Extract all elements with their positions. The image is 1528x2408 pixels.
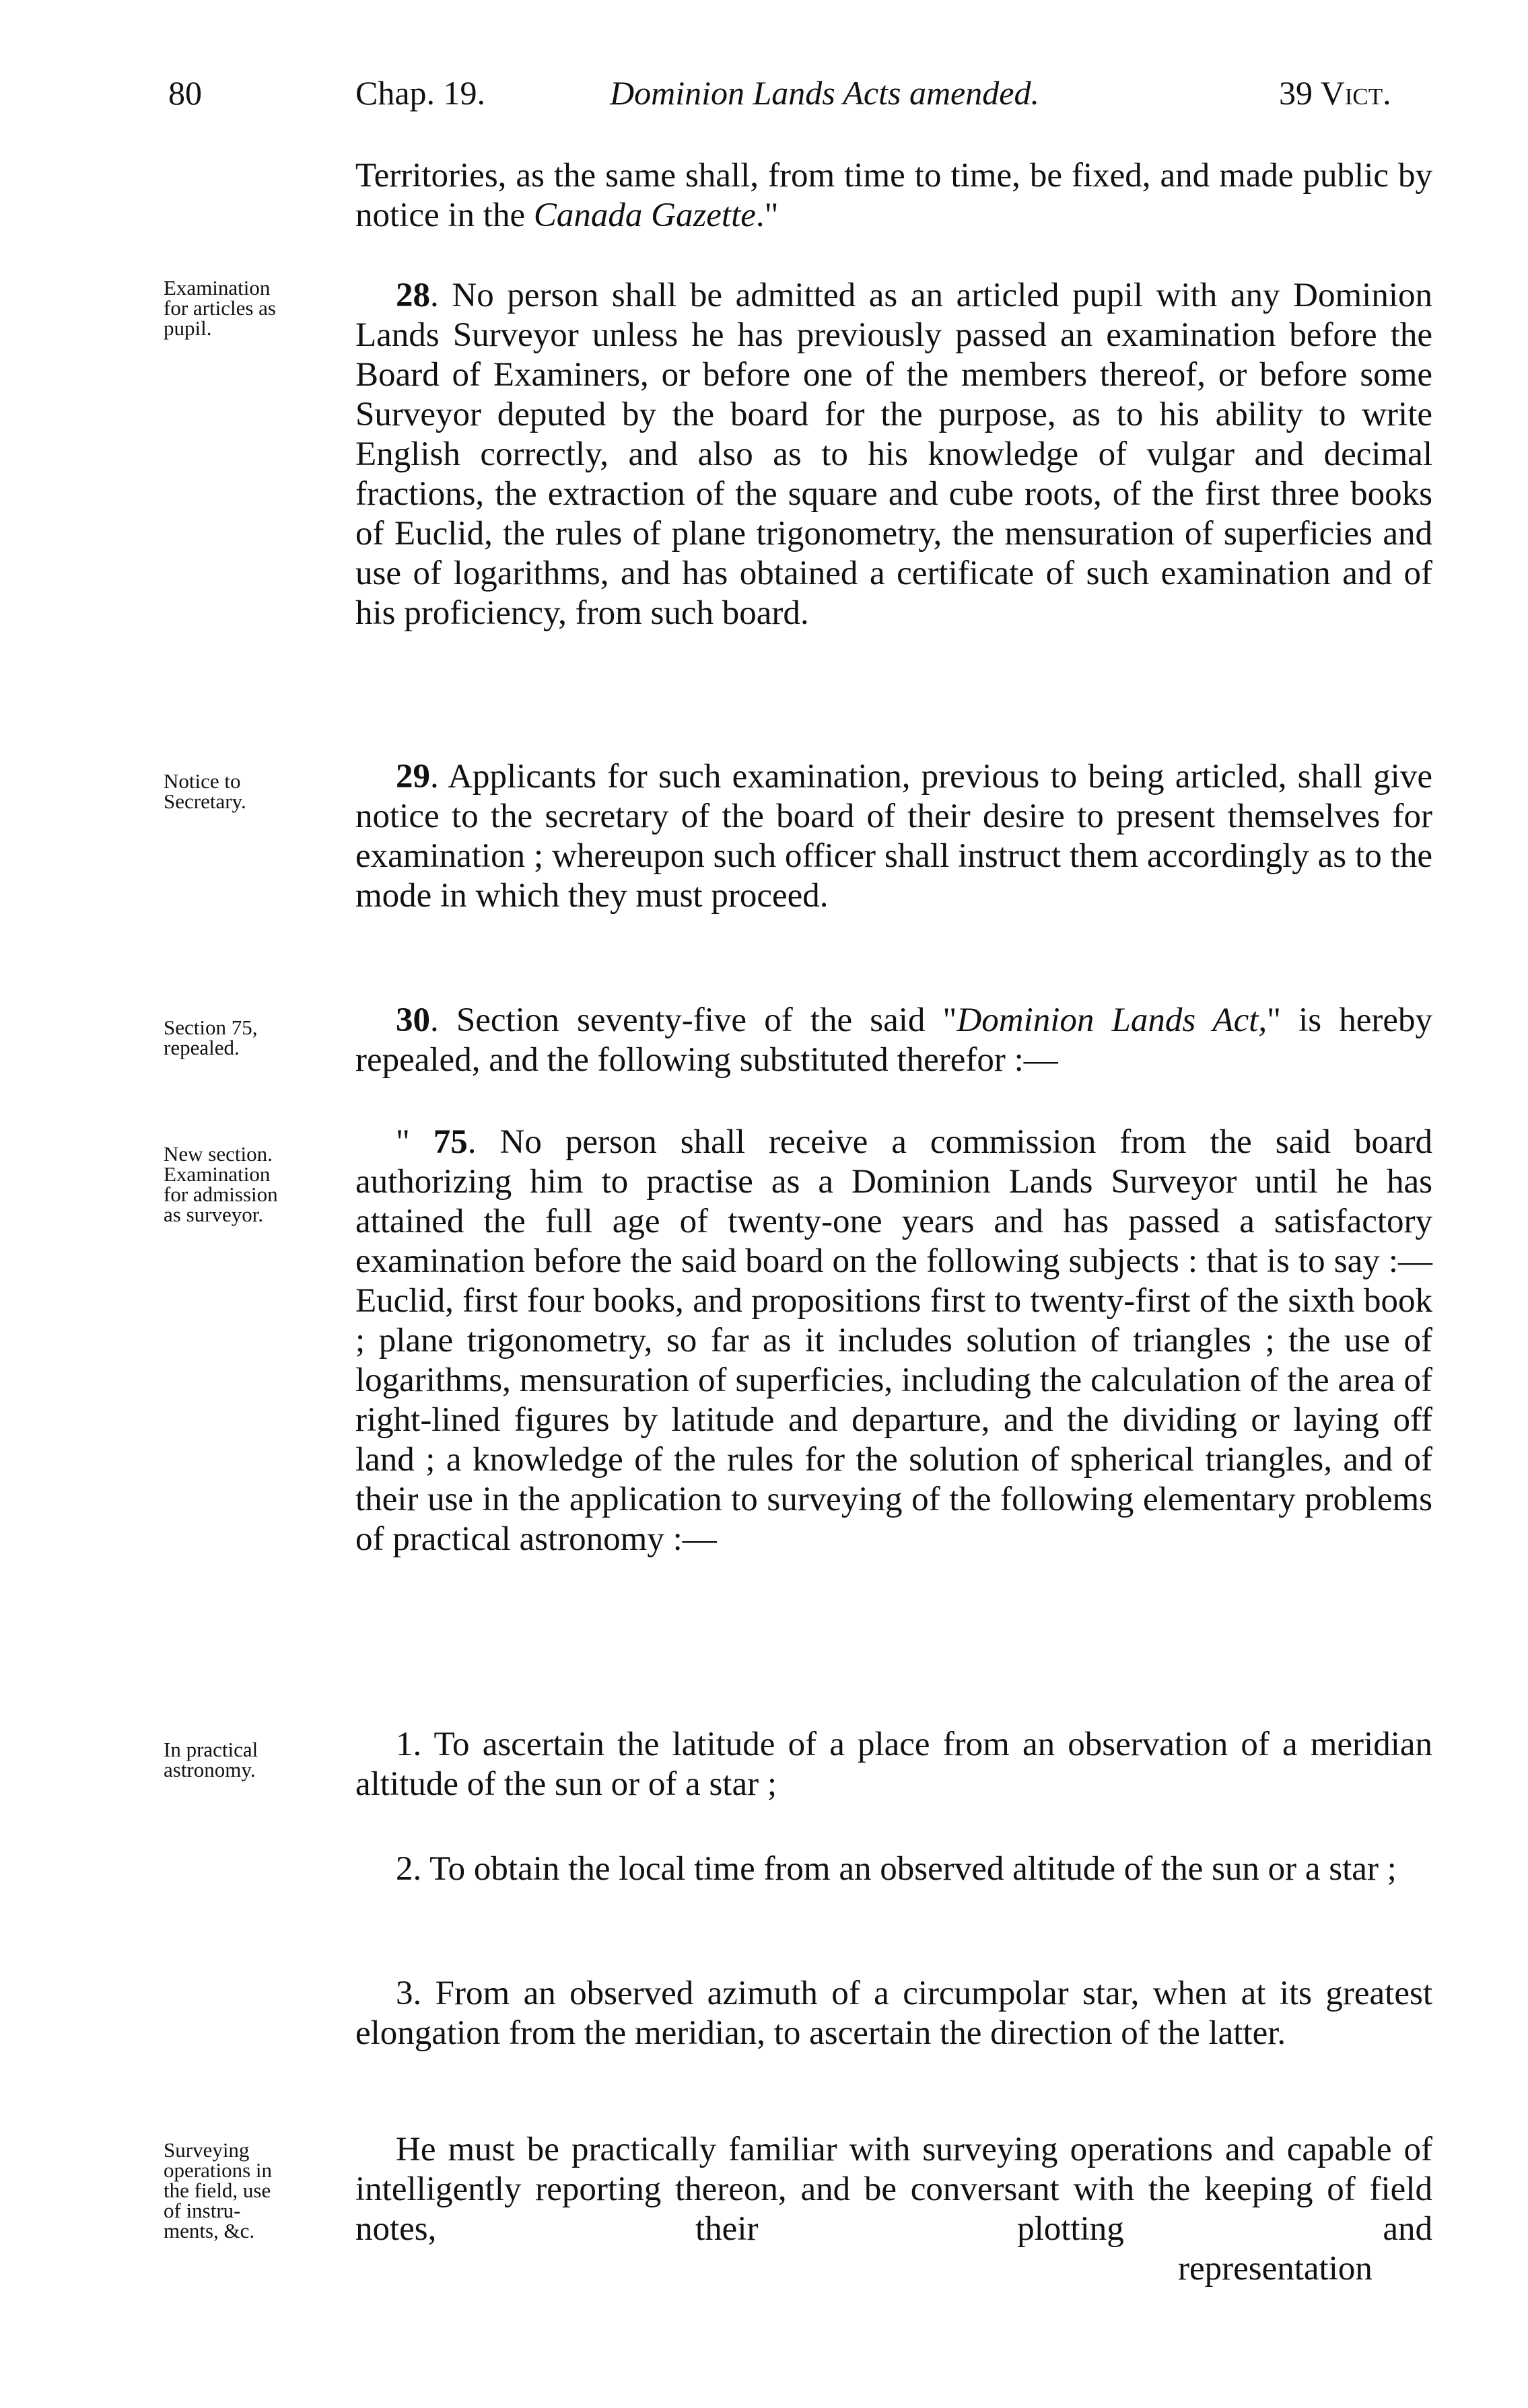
section-number: 30 — [396, 1001, 430, 1039]
section-28 — [355, 276, 1432, 633]
margin-note-line: Examination — [164, 276, 271, 299]
section-text: . No person shall be admitted as an articled pupil with any Dominion Lands Surveyor unless he has previously passed an examination before the Board of Examiners, or before one of the members thereof, or before some Surveyor deputed by the board for the purpose, as to his ability to write English correctly, and also as to his knowledge of vulgar and decimal fractions, the extraction of the square and cube roots, of the first three books of Euclid, the rules of plane trigonometry, the mensuration of superficies and use of logarithms, and has obtained a certificate of such examination and of his proficiency, from such board. — [355, 277, 1432, 632]
margin-note-new-section — [164, 1144, 345, 1225]
chapter-label: Chap. 19. — [355, 74, 486, 112]
problem-1 — [355, 1725, 1432, 1804]
continuation-end: ." — [755, 197, 779, 234]
margin-note-line: operations in — [164, 2158, 272, 2182]
continuation-paragraph — [355, 156, 1432, 236]
margin-note-examination — [164, 278, 345, 339]
act-name: Dominion Lands Act, — [957, 1001, 1267, 1039]
page-number: 80 — [168, 74, 202, 112]
margin-note-line: repealed. — [164, 1036, 240, 1059]
margin-note-line: Secretary. — [164, 789, 246, 813]
section-number: 28 — [396, 277, 430, 314]
margin-note-line: ments, &c. — [164, 2219, 255, 2242]
margin-note-line: as surveyor. — [164, 1203, 264, 1226]
section-30 — [355, 1001, 1432, 1080]
problem-3 — [355, 1974, 1432, 2053]
margin-note-line: astronomy. — [164, 1758, 256, 1781]
margin-note-line: Examination — [164, 1162, 271, 1186]
section-text-end: " is hereby repealed, and the following substituted therefor :— — [355, 1001, 1433, 1079]
margin-note-line: of instru- — [164, 2199, 241, 2222]
surveying-text: He must be practically familiar with surveying operations and capable of intelligently reporting thereon, and be conversant with the keeping of field notes, their plotting and — [355, 2131, 1432, 2248]
problem-text: 1. To ascertain the latitude of a place from an observation of a meridian altitude of the sun or of a star ; — [355, 1726, 1432, 1803]
margin-note-notice — [164, 771, 345, 812]
section-text: . Section seventy-five of the said " — [430, 1001, 957, 1039]
margin-note-line: the field, use — [164, 2179, 271, 2202]
margin-note-section-75 — [164, 1018, 345, 1058]
section-text: . No person shall receive a commission from the said board authorizing him to practise as a Dominion Lands Surveyor until he has attained the full age of twenty-one years and has passed a satisfactory examination before the said board on the following subjects : that is to say :—Euclid, first four books, and propositions first to twenty-first of the sixth book ; plane trigonometry, so far as it includes solution of triangles ; the use of logarithms, mensuration of superficies, including the calculation of the area of right-lined figures by latitude and departure, and the dividing or laying off land ; a knowledge of the rules for the solution of spherical triangles, and of their use in the application to surveying of the following elementary problems of practical astronomy :— — [355, 1123, 1432, 1558]
margin-note-astronomy — [164, 1740, 345, 1780]
open-quote: " — [396, 1123, 433, 1161]
problem-text: 3. From an observed azimuth of a circumpolar star, when at its greatest elongation from the meridian, to ascertain the direction of the latter. — [355, 1975, 1432, 2052]
surveying-paragraph — [355, 2130, 1432, 2249]
section-number: 29 — [396, 758, 430, 795]
regnal-year: 39 Vict. — [1279, 74, 1391, 112]
continuation-text: Territories, as the same shall, from time to time, be fixed, and made public by notice in the — [355, 157, 1432, 234]
margin-note-line: for admission — [164, 1182, 278, 1206]
margin-note-line: Surveying — [164, 2138, 250, 2162]
catchword: representation — [1178, 2250, 1373, 2288]
section-75 — [355, 1123, 1432, 1559]
margin-note-line: In practical — [164, 1738, 258, 1761]
margin-note-line: pupil. — [164, 316, 212, 340]
margin-note-line: New section. — [164, 1142, 273, 1166]
margin-note-surveying — [164, 2140, 345, 2241]
margin-note-line: for articles as — [164, 296, 276, 320]
section-29 — [355, 757, 1432, 916]
problem-2 — [355, 1849, 1432, 1889]
running-title: Dominion Lands Acts amended. — [610, 74, 1039, 112]
margin-note-line: Notice to — [164, 769, 241, 793]
section-number: 75 — [433, 1123, 468, 1161]
gazette-name: Canada Gazette — [533, 197, 756, 234]
margin-note-line: Section 75, — [164, 1016, 258, 1039]
section-text: . Applicants for such examination, previous to being articled, shall give notice to the secretary of the board of their desire to present themselves for examination ; whereupon such officer shall instruct them accordingly as to the mode in which they must proceed. — [355, 758, 1432, 915]
problem-text: 2. To obtain the local time from an observed altitude of the sun or a star ; — [396, 1850, 1397, 1888]
